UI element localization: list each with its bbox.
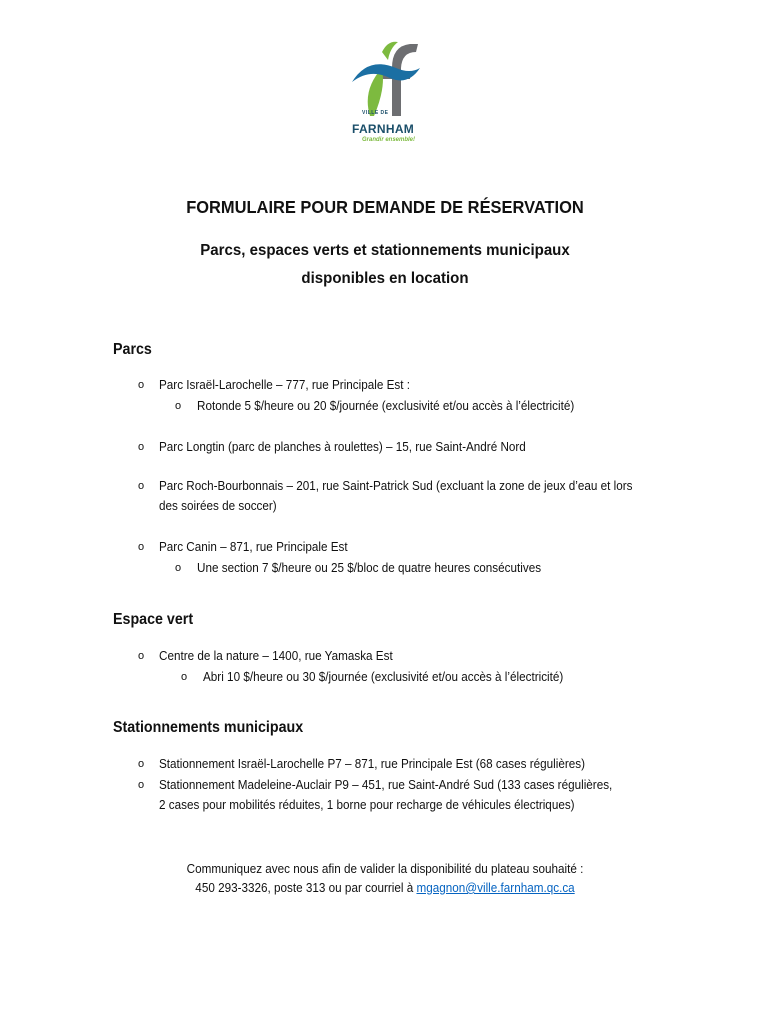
section-heading-parcs: Parcs (113, 341, 152, 358)
contact-line-2 (39, 878, 732, 897)
list-item (138, 537, 678, 557)
subtitle-line-1: Parcs, espaces verts et stationnements municipaux (200, 242, 570, 259)
bullet-icon: o (138, 650, 145, 662)
contact-info (0, 859, 770, 897)
logo-small-text: VILLE DE (362, 110, 389, 116)
bullet-icon: o (138, 379, 145, 391)
bullet-icon: o (181, 671, 188, 683)
list-item-text: Parc Roch-Bourbonnais – 201, rue Saint-Patrick Sud (excluant la zone de jeux d’eau et lors (159, 478, 633, 493)
sub-list-item (175, 396, 616, 416)
list-item-text: Centre de la nature – 1400, rue Yamaska Est (159, 648, 393, 663)
bullet-icon: o (138, 441, 145, 453)
contact-email-link[interactable]: mgagnon@ville.farnham.qc.ca (416, 880, 575, 895)
list-item-text: Parc Canin – 871, rue Principale Est (159, 539, 348, 554)
section-heading-stationnements: Stationnements municipaux (113, 719, 304, 736)
bullet-icon: o (138, 779, 145, 791)
sub-list-item-text: Une section 7 $/heure ou 25 $/bloc de quatre heures consécutives (197, 560, 542, 575)
list-item (138, 375, 678, 395)
sub-list-item (175, 558, 579, 578)
bullet-icon: o (138, 480, 145, 492)
list-item (138, 754, 678, 774)
list-item-text: Stationnement Israël-Larochelle P7 – 871, rue Principale Est (68 cases régulières) (159, 756, 585, 771)
sub-list-item-text: Abri 10 $/heure ou 30 $/journée (exclusivité et/ou accès à l’électricité) (203, 669, 564, 684)
bullet-icon: o (138, 758, 145, 770)
list-item (138, 437, 678, 457)
sub-list-item (181, 667, 603, 687)
list-item (138, 775, 678, 815)
logo-name: FARNHAM (352, 122, 415, 136)
list-item (138, 646, 678, 666)
list-item-text: Parc Israël-Larochelle – 777, rue Principale Est : (159, 377, 411, 392)
logo-slogan: Grandir ensemble! (362, 137, 416, 143)
list-item-text: Stationnement Madeleine-Auclair P9 – 451, rue Saint-André Sud (133 cases régulières, (159, 777, 613, 792)
section-heading-espace-vert: Espace vert (113, 611, 194, 628)
document-title: FORMULAIRE POUR DEMANDE DE RÉSERVATION (186, 197, 584, 217)
list-item-text: Parc Longtin (parc de planches à roulettes) – 15, rue Saint-André Nord (159, 439, 526, 454)
list-item-text-continued: 2 cases pour mobilités réduites, 1 borne pour recharge de véhicules électriques) (159, 797, 575, 812)
subtitle-line-2: disponibles en location (301, 270, 469, 287)
bullet-icon: o (138, 541, 145, 553)
bullet-icon: o (175, 562, 182, 574)
farnham-logo (348, 38, 424, 150)
document-subtitle (23, 237, 747, 293)
list-item-text-continued: des soirées de soccer) (159, 498, 277, 513)
contact-phone-text: 450 293-3326, poste 313 ou par courriel à (195, 880, 417, 895)
contact-line-1: Communiquez avec nous afin de valider la disponibilité du plateau souhaité : (186, 861, 584, 876)
sub-list-item-text: Rotonde 5 $/heure ou 20 $/journée (exclusivité et/ou accès à l’électricité) (197, 398, 575, 413)
farnham-logo-icon (348, 38, 424, 118)
bullet-icon: o (175, 400, 182, 412)
list-item (138, 476, 678, 516)
